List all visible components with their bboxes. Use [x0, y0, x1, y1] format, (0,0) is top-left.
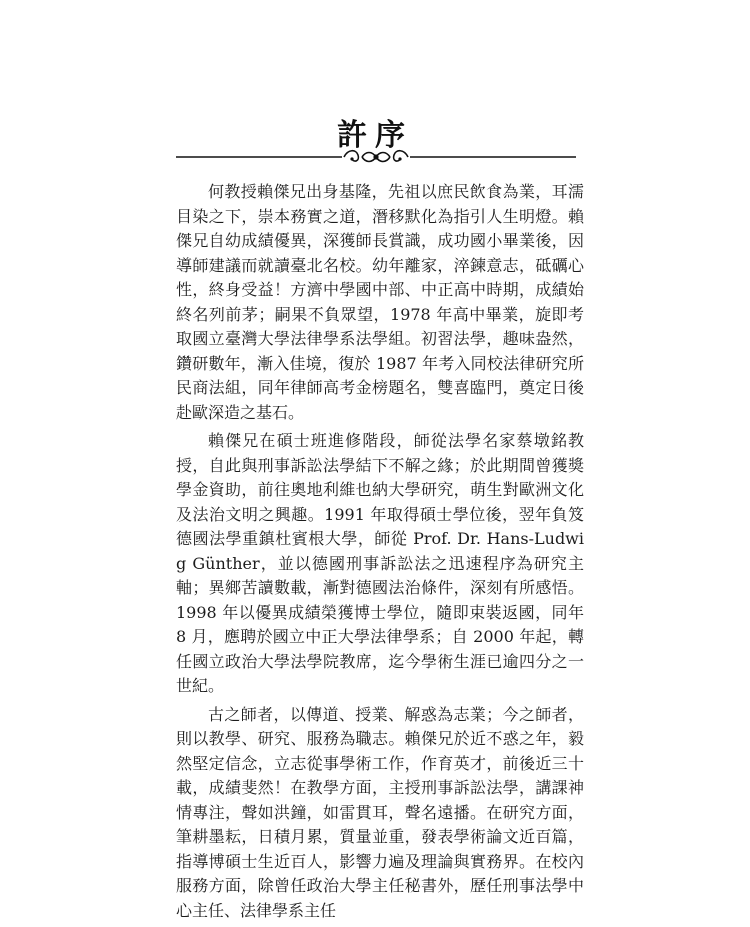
preface-body — [176, 180, 584, 927]
paragraph-2: 賴傑兄在碩士班進修階段，師從法學名家蔡墩銘教授，自此與刑事訴訟法學結下不解之緣；於此期間曾獲獎學金資助，前往奧地利維也納大學研究，萌生對歐洲文化及法治文明之興趣。1991 年取得碩士學位後，翌年負笈德國法學重鎮杜賓根大學，師從 Prof. Dr. Hans-Ludwig Günther，並以德國刑事訴訟法之迅速程序為研究主軸；異鄉苦讀數載，漸對德國法治條件，深刻有所感悟。1998 年以優異成績榮獲博士學位，隨即束裝返國，同年 8 月，應聘於國立中正大學法律學系；自 2000 年起，轉任國立政治大學法學院教席，迄今學術生涯已逾四分之一世紀。 — [176, 431, 584, 695]
scroll-divider-ornament-icon — [176, 145, 576, 169]
page-title: 許序 — [337, 118, 413, 153]
paragraph-1: 何教授賴傑兄出身基隆，先祖以庶民飲食為業，耳濡目染之下，崇本務實之道，潛移默化為指引人生明燈。賴傑兄自幼成績優異，深獲師長賞識，成功國小畢業後，因導師建議而就讀臺北名校。幼年離家，淬鍊意志，砥礪心性，終身受益！方濟中學國中部、中正高中時期，成績始終名列前茅；嗣果不負眾望，1978 年高中畢業，旋即考取國立臺灣大學法律學系法學組。初習法學，趣味盎然，鑽研數年，漸入佳境，復於 1987 年考入同校法律研究所民商法組，同年律師高考金榜題名，雙喜臨門，奠定日後赴歐深造之基石。 — [176, 182, 584, 422]
paragraph-3: 古之師者，以傳道、授業、解惑為志業；今之師者，則以教學、研究、服務為職志。賴傑兄於近不惑之年，毅然堅定信念，立志從事學術工作，作育英才，前後近三十載，成績斐然！在教學方面，主授刑事訴訟法學，講課神情專注，聲如洪鐘，如雷貫耳，聲名遠播。在研究方面，筆耕墨耘，日積月累，質量並重，發表學術論文近百篇，指導博碩士生近百人，影響力遍及理論與實務界。在校內服務方面，除曾任政治大學主任秘書外，歷任刑事法學中心主任、法律學系主任 — [176, 704, 584, 920]
